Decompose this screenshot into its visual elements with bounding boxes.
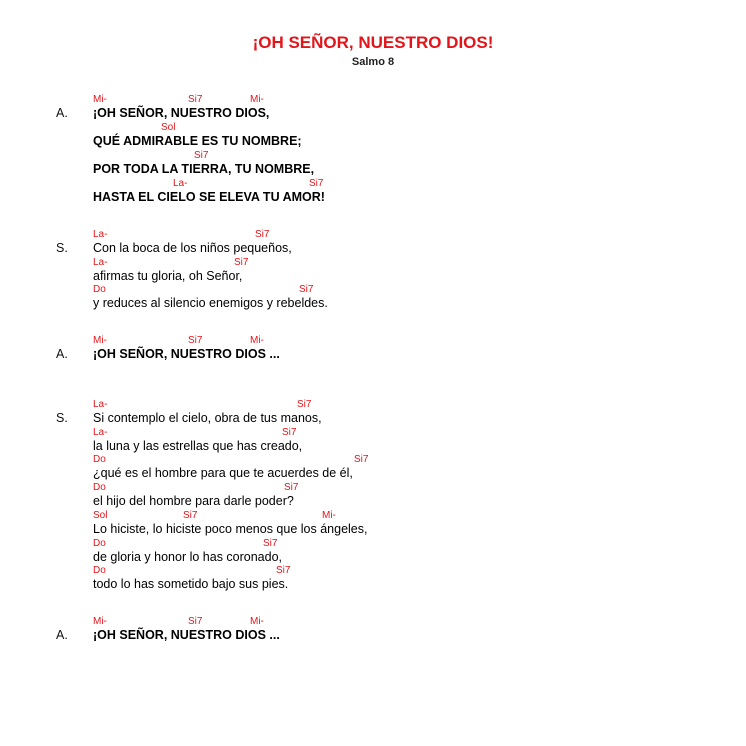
chord-label: Mi- (93, 335, 107, 346)
lyric-text: Si contemplo el cielo, obra de tus manos, (93, 411, 322, 425)
verse-line (0, 399, 746, 429)
lyric-text: ¿qué es el hombre para que te acuerdes de él, (93, 466, 353, 480)
verse-line (0, 482, 746, 512)
section-marker: A. (56, 347, 68, 361)
chord-label: Si7 (255, 229, 270, 240)
verse-line (0, 538, 746, 568)
lyric-text: y reduces al silencio enemigos y rebeldes. (93, 296, 328, 310)
chord-row (0, 427, 746, 439)
lyric-text: POR TODA LA TIERRA, TU NOMBRE, (93, 162, 315, 176)
chord-row (0, 538, 746, 550)
chord-label: Sol (93, 510, 108, 521)
lyric-text: QUÉ ADMIRABLE ES TU NOMBRE; (93, 134, 302, 148)
verse-line (0, 284, 746, 314)
chord-label: Si7 (263, 538, 278, 549)
lyric-text: Con la boca de los niños pequeños, (93, 241, 292, 255)
verse-line (0, 229, 746, 259)
chord-row (0, 616, 746, 628)
lyric-text: HASTA EL CIELO SE ELEVA TU AMOR! (93, 190, 325, 204)
chord-label: La- (93, 229, 108, 240)
refrain-line (0, 335, 746, 365)
chord-label: Si7 (234, 257, 249, 268)
chord-label: La- (93, 427, 108, 438)
chord-label: La- (93, 257, 108, 268)
chord-row (0, 150, 746, 162)
chord-label: Mi- (93, 616, 107, 627)
refrain-line (0, 122, 746, 152)
chord-label: Si7 (188, 335, 203, 346)
chord-label: Mi- (250, 335, 264, 346)
chord-label: Do (93, 482, 106, 493)
verse-line (0, 257, 746, 287)
chord-label: Si7 (282, 427, 297, 438)
chord-label: Si7 (297, 399, 312, 410)
chord-label: Do (93, 284, 106, 295)
chord-label: Do (93, 538, 106, 549)
chord-row (0, 229, 746, 241)
lyric-text: el hijo del hombre para darle poder? (93, 494, 294, 508)
chord-label: Si7 (309, 178, 324, 189)
lyric-text: ¡OH SEÑOR, NUESTRO DIOS, (93, 106, 270, 120)
verse-line (0, 510, 746, 540)
chord-row (0, 399, 746, 411)
lyric-text: afirmas tu gloria, oh Señor, (93, 269, 243, 283)
chord-row (0, 284, 746, 296)
chord-label: Si7 (188, 94, 203, 105)
lyric-text: todo lo has sometido bajo sus pies. (93, 577, 289, 591)
chord-label: Si7 (354, 454, 369, 465)
chord-label: Si7 (188, 616, 203, 627)
chord-row (0, 257, 746, 269)
chord-label: La- (93, 399, 108, 410)
chord-row (0, 122, 746, 134)
verse-line (0, 427, 746, 457)
refrain-line (0, 150, 746, 180)
chord-label: Mi- (322, 510, 336, 521)
verse-line (0, 454, 746, 484)
chord-label: Mi- (250, 94, 264, 105)
song-subtitle: Salmo 8 (351, 56, 395, 68)
refrain-line (0, 178, 746, 208)
verse-line (0, 565, 746, 595)
refrain-line (0, 94, 746, 124)
chord-label: Do (93, 454, 106, 465)
chord-label: Si7 (276, 565, 291, 576)
chord-row (0, 565, 746, 577)
section-marker: S. (56, 241, 68, 255)
chord-row (0, 482, 746, 494)
refrain-line (0, 616, 746, 646)
chord-label: Mi- (93, 94, 107, 105)
lyric-text: ¡OH SEÑOR, NUESTRO DIOS ... (93, 628, 280, 642)
chord-row (0, 335, 746, 347)
section-marker: A. (56, 628, 68, 642)
chord-row (0, 94, 746, 106)
section-marker: A. (56, 106, 68, 120)
chord-label: Sol (161, 122, 176, 133)
chord-row (0, 454, 746, 466)
chord-label: Do (93, 565, 106, 576)
lyric-text: ¡OH SEÑOR, NUESTRO DIOS ... (93, 347, 280, 361)
chord-row (0, 178, 746, 190)
chord-label: Si7 (284, 482, 299, 493)
lyric-text: Lo hiciste, lo hiciste poco menos que los ángeles, (93, 522, 368, 536)
chord-label: Si7 (183, 510, 198, 521)
chord-label: La- (173, 178, 188, 189)
chord-label: Si7 (194, 150, 209, 161)
chord-label: Si7 (299, 284, 314, 295)
song-title: ¡OH SEÑOR, NUESTRO DIOS! (252, 33, 494, 52)
chord-row (0, 510, 746, 522)
lyric-text: de gloria y honor lo has coronado, (93, 550, 283, 564)
section-marker: S. (56, 411, 68, 425)
lyric-text: la luna y las estrellas que has creado, (93, 439, 303, 453)
chord-label: Mi- (250, 616, 264, 627)
